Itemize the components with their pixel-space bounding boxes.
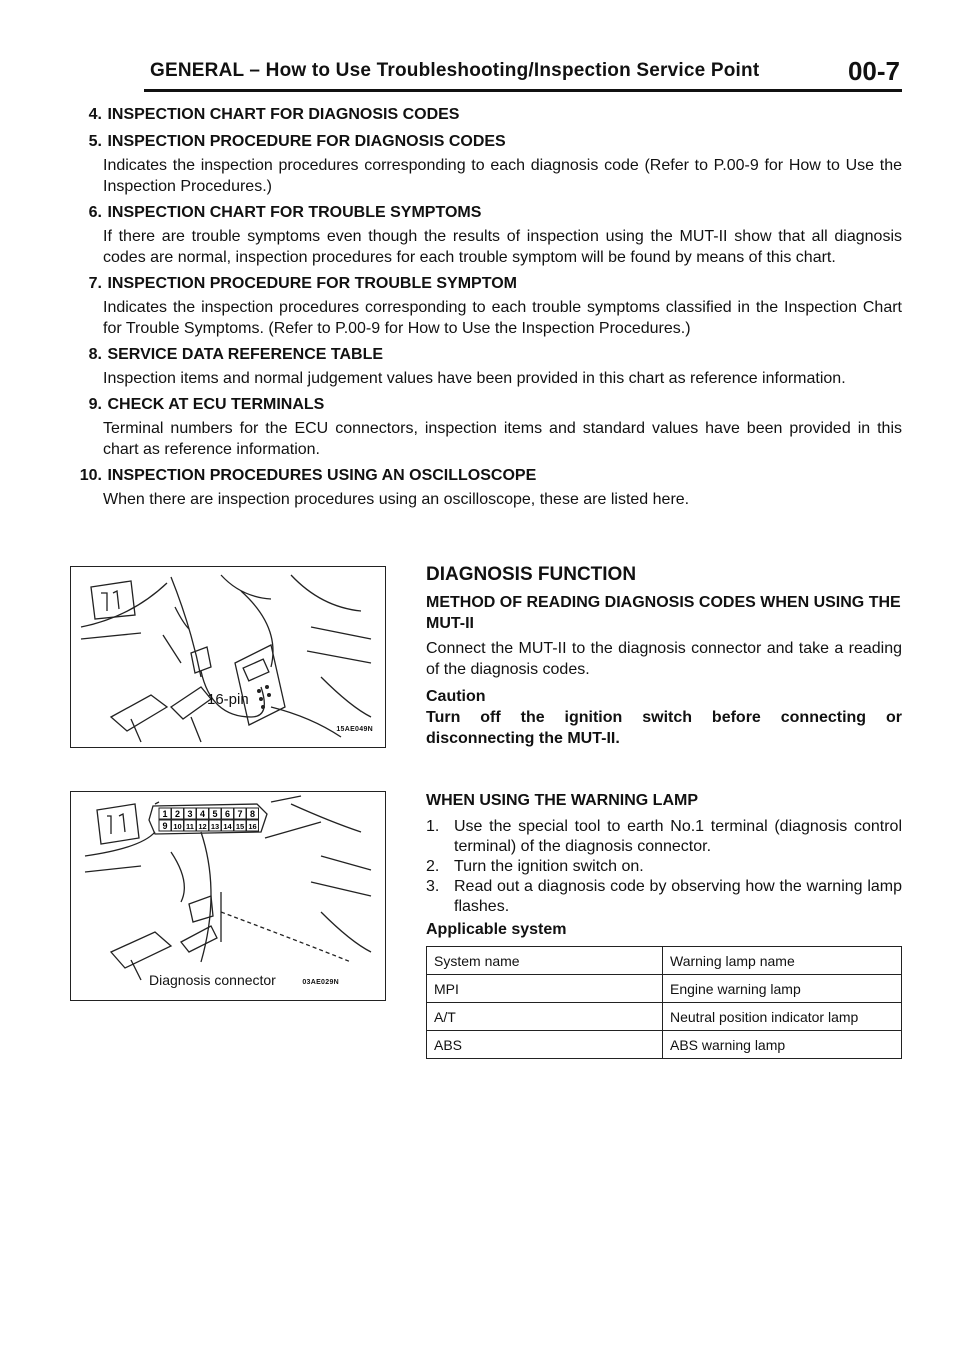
connector-pin-number: 4	[199, 809, 206, 819]
page-title: GENERAL – How to Use Troubleshooting/Inspection Service Point	[150, 60, 760, 81]
warning-lamp-section	[426, 790, 902, 940]
list-item	[426, 817, 902, 857]
mut-ii-illustration	[71, 567, 385, 747]
table-cell: A/T	[427, 1003, 663, 1031]
connector-pin-number: 1	[162, 809, 168, 819]
step-number: 1.	[426, 818, 440, 835]
connector-pin-number: 14	[223, 822, 232, 831]
item-number: 5.	[88, 133, 102, 150]
step-text: Read out a diagnosis code by observing how the warning lamp flashes.	[454, 878, 902, 915]
connector-pin-number: 11	[186, 822, 194, 831]
item-body: Terminal numbers for the ECU connectors, inspection items and standard values have been provided in this chart as reference information.	[103, 420, 902, 458]
warning-lamp-heading: WHEN USING THE WARNING LAMP	[426, 792, 698, 809]
table-cell: MPI	[427, 975, 663, 1003]
table-cell: Neutral position indicator lamp	[663, 1003, 902, 1031]
step-text: Turn the ignition switch on.	[454, 858, 644, 875]
section-title: DIAGNOSIS FUNCTION	[426, 564, 637, 585]
mut-ii-connection-figure	[70, 566, 386, 748]
step-number: 3.	[426, 878, 440, 895]
applicable-system-heading: Applicable system	[426, 921, 567, 938]
diagnosis-connector-label: Diagnosis connector	[149, 972, 276, 988]
item-number: 9.	[88, 396, 102, 413]
diagnosis-connector-figure	[70, 791, 386, 1001]
connector-pin-number: 12	[198, 822, 207, 831]
column-header: System name	[427, 947, 663, 975]
connector-pin-number: 9	[162, 821, 168, 831]
page-header	[150, 58, 902, 92]
connector-pin-number: 6	[224, 809, 231, 819]
table-cell: Engine warning lamp	[663, 975, 902, 1003]
list-item	[60, 394, 902, 460]
connector-pin-number: 7	[237, 809, 243, 819]
inspection-items-list	[60, 104, 902, 515]
item-body: Indicates the inspection procedures corresponding to each diagnosis code (Refer to P.00-9 for How to Use the Inspection Procedures.)	[103, 157, 902, 195]
connector-pin-number: 3	[187, 809, 193, 819]
list-item	[426, 857, 902, 877]
item-heading: CHECK AT ECU TERMINALS	[107, 396, 325, 413]
list-item	[60, 465, 902, 510]
item-heading: INSPECTION PROCEDURES USING AN OSCILLOSCOPE	[107, 467, 537, 484]
diagnosis-function-section	[426, 564, 902, 749]
table-header-row	[427, 947, 902, 975]
page-number: 00-7	[847, 56, 900, 86]
item-body: Inspection items and normal judgement values have been provided in this chart as reference information.	[103, 370, 846, 387]
connector-pin-number: 2	[174, 809, 181, 819]
connector-pin-number: 13	[210, 822, 220, 831]
item-heading: INSPECTION CHART FOR DIAGNOSIS CODES	[107, 106, 460, 123]
item-number: 4.	[88, 106, 102, 123]
applicable-system-table	[426, 946, 902, 1059]
header-rule	[144, 89, 902, 92]
list-item	[60, 131, 902, 197]
figure-code: 15AE049N	[336, 726, 373, 733]
list-item	[60, 344, 902, 389]
item-heading: INSPECTION PROCEDURE FOR DIAGNOSIS CODES	[107, 133, 506, 150]
connector-pin-number: 10	[173, 822, 182, 831]
connector-pin-number: 8	[249, 809, 256, 819]
item-body: If there are trouble symptoms even though the results of inspection using the MUT-II show that all diagnosis codes are normal, inspection procedures for each trouble symptom will be found by means of this chart.	[103, 228, 902, 266]
item-heading: INSPECTION PROCEDURE FOR TROUBLE SYMPTOM	[107, 275, 517, 292]
step-text: Use the special tool to earth No.1 terminal (diagnosis control terminal) of the diagnosis connector.	[454, 818, 902, 855]
caution-heading: Caution	[426, 688, 486, 705]
step-number: 2.	[426, 858, 440, 875]
figure-code: 03AE029N	[302, 979, 339, 986]
table-row	[427, 1031, 902, 1059]
list-item	[426, 877, 902, 917]
table-cell: ABS warning lamp	[663, 1031, 902, 1059]
method-text: Connect the MUT-II to the diagnosis connector and take a reading of the diagnosis codes.	[426, 640, 902, 678]
table-cell: ABS	[427, 1031, 663, 1059]
method-heading: METHOD OF READING DIAGNOSIS CODES WHEN USING THE MUT-II	[426, 594, 901, 632]
item-heading: SERVICE DATA REFERENCE TABLE	[107, 346, 384, 363]
warning-lamp-steps	[426, 817, 902, 917]
connector-pin-number: 5	[212, 809, 218, 819]
item-heading: INSPECTION CHART FOR TROUBLE SYMPTOMS	[107, 204, 482, 221]
item-body: Indicates the inspection procedures corresponding to each trouble symptoms classified in the Inspection Chart for Trouble Symptoms. (Refer to P.00-9 for How to Use the Inspection Procedures.)	[103, 299, 902, 337]
table-row	[427, 1003, 902, 1031]
item-body: When there are inspection procedures using an oscilloscope, these are listed here.	[103, 491, 690, 508]
connector-pin-number: 15	[235, 822, 245, 831]
connector-pin-number: 16	[248, 822, 257, 831]
pin-count-label: 16-pin	[207, 691, 249, 708]
item-number: 8.	[88, 346, 102, 363]
connector-illustration	[71, 792, 385, 1000]
caution-text: Turn off the ignition switch before connecting or disconnecting the MUT-II.	[426, 709, 902, 747]
table-row	[427, 975, 902, 1003]
item-number: 6.	[88, 204, 102, 221]
item-number: 10.	[79, 467, 102, 484]
item-number: 7.	[88, 275, 102, 292]
list-item	[60, 273, 902, 339]
list-item	[60, 202, 902, 268]
column-header: Warning lamp name	[663, 947, 902, 975]
list-item	[60, 104, 902, 126]
